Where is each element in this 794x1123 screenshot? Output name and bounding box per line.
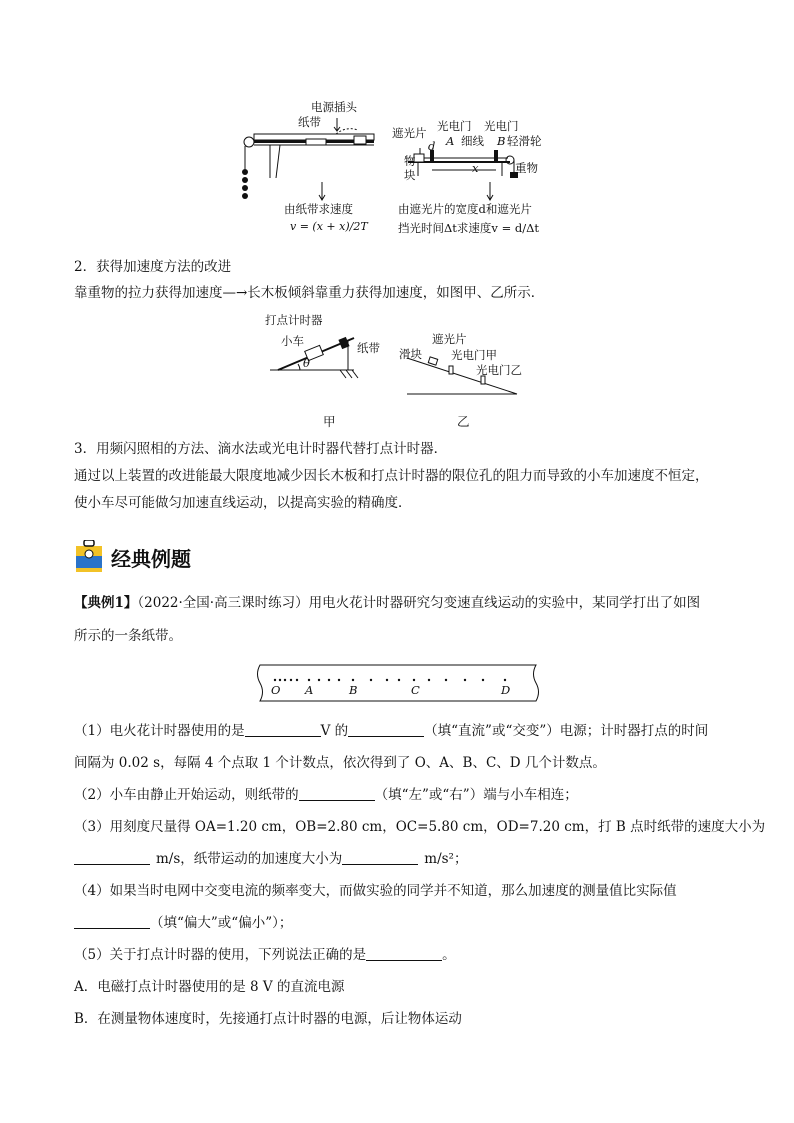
fig1-left-caption: 由纸带求速度	[284, 202, 353, 216]
tape-point-c: C	[411, 683, 420, 697]
fig1-label-thread: 细线	[461, 134, 484, 148]
fig2-jia-label-timer: 打点计时器	[265, 313, 323, 327]
fig1-left-formula	[290, 220, 368, 233]
fig1-label-block2: 块	[404, 168, 416, 182]
q2-part2: （填“左”或“右”）端与小车相连；	[374, 787, 578, 803]
q4-blank[interactable]	[74, 914, 150, 929]
q1-line1	[74, 722, 708, 740]
q4-line1: （4）如果当时电网中交变电流的频率变大，而做实验的同学并不知道，那么加速度的测量值比实际值	[74, 883, 677, 899]
tape-point-a: A	[305, 683, 314, 697]
option-a: A．电磁打点计时器使用的是 8 V 的直流电源	[74, 979, 345, 995]
para3-body-1: 通过以上装置的改进能最大限度地减少因长木板和打点计时器的限位孔的阻力而导致的小车加速度不恒定，	[74, 468, 709, 484]
q2-blank[interactable]	[299, 786, 375, 801]
fig1-label-b: B	[497, 134, 506, 148]
q1-part3: （填“直流”或“交变”）电源；计时器打点的时间	[424, 723, 709, 739]
fig1-label-weight: 重物	[515, 161, 538, 175]
arrow-down-icon	[317, 182, 327, 202]
fig1-label-block1: 物	[404, 154, 416, 168]
q5-line	[74, 946, 456, 964]
figure-tape-track	[240, 128, 380, 208]
q1-blank-2[interactable]	[348, 722, 424, 737]
q3-part3: m/s²；	[424, 851, 468, 867]
example-intro-2: 所示的一条纸带。	[74, 628, 182, 644]
fig2-jia-label-car: 小车	[281, 334, 304, 348]
formula-text: v = (x + x)/2T	[290, 220, 368, 233]
example-intro-text: 用电火花计时器研究匀变速直线运动的实验中，某同学打出了如图	[308, 595, 701, 611]
fig1-label-pulley: 轻滑轮	[507, 134, 542, 148]
example-intro-1	[74, 594, 700, 612]
q3-line2	[74, 850, 467, 868]
arrow-down-icon	[485, 182, 495, 202]
tape-point-o: O	[271, 683, 281, 697]
q1-part1: （1）电火花计时器使用的是	[74, 723, 245, 739]
arrow-down-icon	[332, 118, 342, 132]
fig2-yi-label-gate-a: 光电门甲	[451, 348, 497, 362]
fig1-right-caption-1: 由遮光片的宽度d和遮光片	[398, 202, 532, 216]
fig2-yi-label-slider: 滑块	[399, 347, 422, 361]
q1-line2: 间隔为 0.02 s，每隔 4 个点取 1 个计数点，依次得到了 O、A、B、C、D 几个计数点。	[74, 755, 606, 771]
fig2-yi-label-gate-b: 光电门乙	[476, 363, 522, 377]
fig1-label-shutter: 遮光片	[392, 126, 427, 140]
fig1-label-power-plug: 电源插头	[311, 100, 357, 114]
section-heading-text: 经典例题	[111, 547, 191, 571]
fig2-jia-caption: 甲	[323, 414, 336, 429]
figure-incline-timer	[270, 320, 370, 390]
fig1-label-gate1: 光电门	[437, 119, 472, 133]
q1-blank-1[interactable]	[245, 722, 321, 737]
fig1-label-x: x	[472, 161, 479, 175]
q3-blank-1[interactable]	[74, 850, 150, 865]
fig1-label-a: A	[446, 134, 455, 148]
example-tag: 【典例1】	[74, 595, 138, 611]
para2-body: 靠重物的拉力获得加速度—→长木板倾斜靠重力获得加速度，如图甲、乙所示．	[74, 285, 545, 301]
fig1-right-caption-2: 挡光时间Δt求速度v = d/Δt	[398, 221, 540, 235]
tape-point-b: B	[349, 683, 358, 697]
fig1-label-tape: 纸带	[298, 115, 321, 129]
para2-title: 2．获得加速度方法的改进	[74, 259, 232, 275]
q4-line2	[74, 914, 292, 932]
q5-part2: 。	[442, 947, 456, 963]
fig2-jia-label-tape: 纸带	[357, 341, 380, 355]
q5-part1: （5）关于打点计时器的使用，下列说法正确的是	[74, 947, 367, 963]
fig1-label-gate2: 光电门	[484, 119, 519, 133]
q2-part1: （2）小车由静止开始运动，则纸带的	[74, 787, 299, 803]
fig2-yi-label-shutter: 遮光片	[432, 332, 467, 346]
para3-body-2: 使小车尽可能做匀加速直线运动，以提高实验的精确度．	[74, 495, 412, 511]
tape-point-d: D	[501, 683, 511, 697]
q3-line1: （3）用刻度尺量得 OA=1.20 cm，OB=2.80 cm，OC=5.80 cm，OD=7.20 cm，打 B 点时纸带的速度大小为	[74, 819, 766, 835]
q3-blank-2[interactable]	[342, 850, 418, 865]
q3-part2: m/s，纸带运动的加速度大小为	[156, 851, 343, 867]
option-b: B．在测量物体速度时，先接通打点计时器的电源，后让物体运动	[74, 1011, 462, 1027]
q4-part2: （填“偏大”或“偏小”）；	[150, 915, 293, 931]
q2-line	[74, 786, 578, 804]
fig1-label-d: d	[428, 139, 436, 153]
fig2-yi-caption: 乙	[457, 414, 470, 429]
q5-blank[interactable]	[366, 946, 442, 961]
example-source: （2022·全国·高三课时练习）	[137, 595, 309, 611]
briefcase-icon	[74, 540, 104, 574]
para3-title: 3．用频闪照相的方法、滴水法或光电计时器代替打点计时器．	[74, 441, 448, 457]
fig2-jia-label-theta: θ	[303, 356, 310, 370]
q1-part2: V 的	[320, 723, 349, 739]
